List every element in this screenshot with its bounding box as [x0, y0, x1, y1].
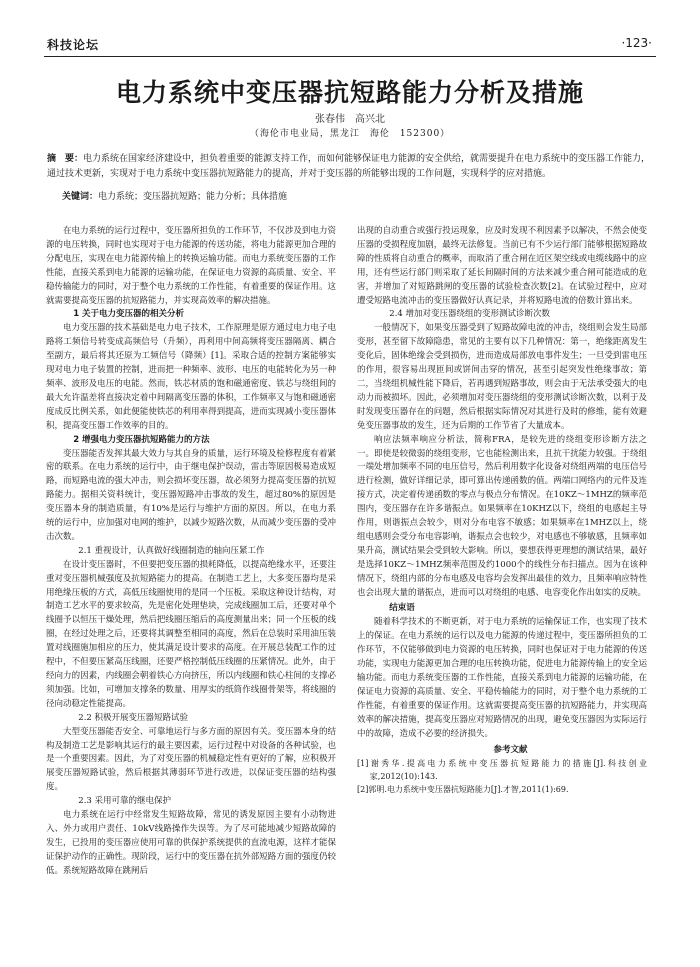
paragraph: 出现的自动重合或强行投运现象，应及时发现不利因素予以解决，不然会使变压器的受损程度加剧，最终无法修复。当前已有不少运行部门能够根据短路故障的性质将自动重合的概率，而取消了重合闸在近区架空线或电缆线路中的应用，还有些运行部门则采取了延长间隔时间的方法来减少重合闸可能造成的危害，并增加了对短路跳闸的变压器的试验检查次数[2]。在试验过程中，应对遭受短路电流冲击的变压器做好认真记录，并将短路电流的倍数计算出来。 [357, 226, 647, 306]
affiliation: （海伦市电业局，黑龙江 海伦 152300） [249, 129, 451, 139]
paragraph: 响应法频率响应分析法，简称FRA，是较先进的绕组变形诊断方法之一。即使是较微弱的绕组变形，它也能检测出来，且抗干扰能力较强。于绕组一端处增加频率不同的电压信号，然后利用数字化设备对绕组两端的电压信号进行检测，做好详细记录，即可算出传递函数的值。两端口网络内的元件及连接方式，决定着传递函数的零点与极点分布情况。在10KZ～1MHZ的频率范围内，变压器存在许多谐振点。如果频率在10KHZ以下，绕组的电感起主导作用，则谐振点会较少，则对分布电容不敏感；如果频率在1MHZ以上，绕组电感则会受分布电容影响，谐振点会也较少，对电感也不够敏感，且频率如果升高，测试结果会受到较大影响。所以，要想获得更理想的测试结果，最好是选择10KZ～1MHZ频率范围及约1000个的线性分布扫描点。因为在该种情况下，绕组内部的分布电感及电容均会发挥出最佳的效力，且频率响应特性也会出现大量的谐振点，进而可以对绕组的电感、电容变化作出如实的反映。 [357, 434, 647, 598]
subsection-heading: 2.3 采用可靠的继电保护 [78, 796, 172, 807]
paragraph: 变压器能否发挥其最大效力与其自身的质量，运行环境及检修程度有着紧密的联系。在电力系统的运行中，由于继电保护误动，雷击等原因极易造成短路，而短路电流的强大冲击，则会损坏变压器，故必须努力提高变压器的抗短路能力。据相关资料统计，变压器短路冲击事故的发生，超过80%的原因是变压器本身的制造质量，有10%是运行与维护方面的原因。所以，在电力系统的运行中，应加强对电网的维护，以减少短路次数，从而减少变压器的受冲击次数。 [46, 448, 336, 542]
section-heading: 2 增强电力变压器抗短路能力的方法 [73, 434, 210, 445]
article-title: 电力系统中变压器抗短路能力分析及措施 [115, 78, 584, 107]
keywords [62, 190, 652, 204]
left-column [46, 225, 336, 879]
subsection-heading: 2.4 增加对变压器绕组的变形测试诊断次数 [389, 309, 551, 320]
section-heading: 1 关于电力变压器的相关分析 [73, 309, 185, 320]
paragraph: 大型变压器能否安全、可靠地运行与多方面的原因有关。变压器本身的结构及制造工艺是影响其运行的最主要因素，运行过程中对设备的各种试验，也是一个重要因素。因此，为了对变压器的机械稳定性有更好的了解，应积极开展变压器短路试验，然后根据其薄弱环节进行改进，以保证变压器的结构强度。 [46, 726, 336, 793]
journal-name: 科技论坛 [47, 38, 100, 52]
references-heading: 参考文献 [493, 744, 528, 755]
right-column [357, 225, 647, 796]
keywords-label: 关键词： [62, 192, 99, 202]
subsection-heading: 2.1 重视设计，认真做好线圈制造的轴向压紧工作 [78, 545, 265, 556]
abstract-label: 摘 要： [47, 154, 84, 164]
paragraph: 在电力系统的运行过程中，变压器所担负的工作环节，不仅涉及到电力资源的电压转换，同时也实现对于电力能源的传送功能，将电力能源更加合理的分配电压，实现在电力能源传输上的转换运输功能。而电力系统变压器的工作性能，直接关系到电力能源的运输功能，在保证电力资源的高质量、安全、平稳传输能力的同时，对于整个电力系统的工作性能，有着重要的保证作用。这就需要提高变压器的抗短路能力，并实现高效率的解决措施。 [46, 226, 336, 306]
abstract-text: 电力系统在国家经济建设中，担负着重要的能源支持工作，而如何能够保证电力能源的安全供给，就需要提升在电力系统中的变压器工作能力，通过技术更新，实现对于电力系统中变压器抗短路能力的提高，并对于变压器的所能够出现的工作问题，实现科学的应对措施。 [47, 154, 651, 179]
subsection-heading: 2.2 积极开展变压器短路试验 [78, 712, 189, 723]
authors: 张春伟 高兴北 [315, 114, 385, 125]
reference-item: [2]郭明.电力系统中变压器抗短路能力[J].才智,2011(1):69. [357, 785, 569, 795]
abstract [47, 152, 653, 181]
conclusion-heading: 结束语 [389, 603, 415, 614]
paragraph: 电力变压器的技术基础是电力电子技术，工作原理是原方通过电力电子电路将工频信号转变成高频信号（升频），再利用中间高频将变压器隔离、耦合至副方，最后将其还原为工频信号（降频）[1]。采取合适的控制方案能够实现对电力电子装置的控制，进而把一种频率、波形、电压的电能转化为另一种频率、波形及电压的电能。然而，铁芯材质的饱和磁通密度、铁芯与绕组间的最大允许温差将直接决定着中间隔离变压器的体积，工作频率又与饱和磁通密度成反比例关系，如此便能使铁芯的利用率得到提高，进而实现减小变压器体积，提高变压器工作效率的目的。 [46, 323, 336, 431]
paragraph: 一般情况下，如果变压器受到了短路故障电流的冲击，绕组则会发生局部变形，甚至留下故障隐患，常见的主要有以下几种情况：第一，绝缘距离发生变化后，固体绝缘会受到损伤，进而造成局部放电事件发生；一旦受到雷电压的作用，很容易出现匝间或饼间击穿的情况，甚至引起突发性绝缘事故；第二，当绕组机械性能下降后，若再遇到短路事故，则会由于无法承受强大的电动力而被损坏。因此，必须增加对变压器绕组的变形测试诊断次数，以利于及时发现变压器存在的问题，然后根据实际情况对其进行及时的修维，能有效避免变压器事故的发生，还为后期的工作节省了大量成本。 [357, 323, 647, 431]
page-number: ·123· [621, 36, 652, 50]
keywords-text: 电力系统；变压器抗短路；能力分析；具体措施 [98, 192, 288, 202]
paragraph: 电力系统在运行中经常发生短路故障，常见的诱发原因主要有小动物进入、外力或用户责任、10kV线路操作失误等。为了尽可能地减少短路故障的发生，已投用的变压器应使用可靠的供保护系统提供的直流电源，这样才能保证保护动作的正确性。现阶段，运行中的变压器在抗外部短路方面的强度仍较低。系统短路故障在跳闸后 [46, 810, 336, 876]
header-rule [44, 56, 656, 57]
paragraph: 在设计变压器时，不但要把变压器的损耗降低，以提高绝缘水平，还要注重对变压器机械强度及抗短路能力的提高。在制造工艺上，大多变压器均是采用绝缘压板的方式，高低压线圈使用的是同一个压板。采取这种设计结构，对制造工艺水平的要求较高，先是密化处理垫块，完成线圈加工后，还要对单个线圈予以恒压干燥处理，然后把线圈压缩后的高度测量出来；同一个压板的线圈，在经过处理之后，还要将其调整至相同的高度，然后在总装时采用油压装置对线圈施加相应的压力，使其满足设计要求的高度。在开展总装配工作的过程中，不但要压紧高压线圈，还要严格控制低压线圈的压紧情况。此外，由于经向力的因素，内线圈会朝着铁心方向挤压，所以内线圈和铁心柱间的支撑必须加强。比如，可增加支撑条的数量、用厚实的纸筒作线圈骨架等，将线圈的径向动稳定性能提高。 [46, 559, 336, 709]
paragraph: 随着科学技术的不断更新，对于电力系统的运输保证工作，也实现了技术上的保证。在电力系统的运行以及电力能源的传递过程中，变压器所担负的工作环节，不仅能够做到电力资源的电压转换，同时也保证对于电力能源的传送功能，实现电力能源更加合理的电压转换功能，促进电力能源传输上的安全运输功能。而电力系统变压器的工作性能，直接关系到电力能源的运输功能，在保证电力资源的高质量、安全、平稳传输能力的同时，对于整个电力系统的工作性能，有着重要的保证作用。这就需要提高变压器的抗短路能力，并实现高效率的解决措施，提高变压器应对短路情况的出现，避免变压器因为实际运行中的故障，造成不必要的经济损失。 [357, 617, 647, 739]
reference-item: [1]谢秀华.提高电力系统中变压器抗短路能力的措施[J].科技创业家,2012(10):143. [357, 759, 647, 782]
